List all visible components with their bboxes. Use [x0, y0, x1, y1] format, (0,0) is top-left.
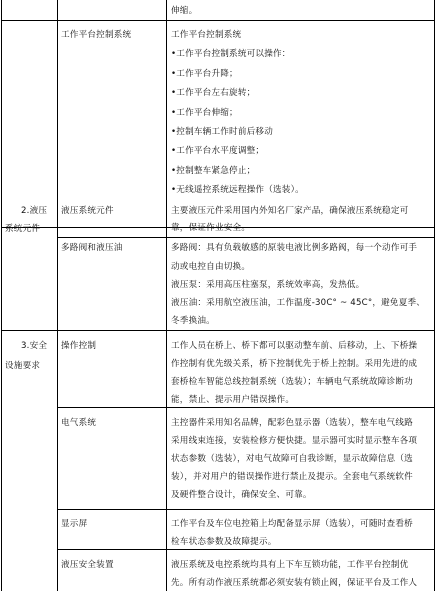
column-rule: [1, 0, 2, 591]
description-line: 装），并对用户的错误操作进行禁止及提示。全套电气系统软件: [171, 472, 413, 482]
category-label: 系统元件: [5, 224, 41, 234]
row-rule: [1, 330, 434, 331]
description-line: 工作人员在桥上、桥下都可以驱动整车前、后移动，上、下桥操: [171, 341, 418, 351]
description-line: •工作平台升降；: [171, 69, 238, 79]
item-label: 显示屏: [61, 519, 88, 529]
category-label: 设施要求: [5, 361, 41, 371]
row-rule: [57, 509, 434, 510]
description-line: •无线遥控系统远程操作（选装）。: [171, 185, 304, 195]
description-line: 主控器件采用知名品牌，配彩色显示器（选装），整车电气线路: [171, 418, 413, 428]
item-label: 电气系统: [61, 418, 97, 428]
description-line: 液压泵：采用高压柱塞泵，系统效率高，发热低。: [171, 280, 365, 290]
description-line: •工作平台伸缩；: [171, 108, 238, 118]
description-line: 主要液压元件采用国内外知名厂家产品，确保液压系统稳定可: [171, 206, 409, 216]
description-line: •工作平台水平度调整；: [171, 146, 265, 156]
description-line: 状态参数（选装），对电气故障可自我诊断，显示故障信息（选: [171, 454, 413, 464]
description-line: 及硬件整合设计，确保安全、可靠。: [171, 490, 312, 500]
description-line: 伸缩。: [171, 6, 198, 16]
description-line: 工作平台及车位电控箱上均配备显示屏（选装），可随时查看桥: [171, 519, 413, 529]
row-rule: [57, 237, 434, 238]
description-line: 工作平台控制系统: [171, 30, 242, 40]
description-line: •控制车辆工作时前后移动: [171, 127, 274, 137]
description-line: 多路阀：具有负载敏感的原装电液比例多路阀，每一个动作可手: [171, 243, 418, 253]
item-label: 液压安全装置: [61, 560, 114, 570]
category-label: 2.液压: [21, 206, 48, 216]
description-line: 动或电控自由切换。: [171, 262, 251, 272]
row-rule: [57, 407, 434, 408]
description-line: 能，禁止、提示用户错误操作。: [171, 395, 295, 405]
item-label: 操作控制: [61, 341, 97, 351]
description-line: •工作平台左右旋转；: [171, 88, 256, 98]
column-rule: [166, 0, 167, 591]
description-line: 采用线束连接，安装检修方便快捷。显示器可实时显示整车各项: [171, 436, 418, 446]
description-line: 液压油：采用航空液压油，工作温度-30C° ~ 45C°，避免夏季、: [171, 298, 426, 308]
item-label: 工作平台控制系统: [61, 30, 132, 40]
column-rule: [57, 0, 58, 591]
description-line: 靠，保证作业安全。: [171, 223, 251, 233]
description-line: 液压系统及电控系统均具有上下车互锁功能，工作平台控制优: [171, 560, 409, 570]
row-rule: [57, 549, 434, 550]
item-label: 液压系统元件: [61, 206, 114, 216]
description-line: 作控制有优先级关系，桥下控制优先于桥上控制。采用先进的成: [171, 359, 418, 369]
row-rule: [1, 20, 434, 21]
category-label: 3.安全: [21, 341, 48, 351]
description-line: 冬季换油。: [171, 316, 215, 326]
description-line: •控制整车紧急停止；: [171, 166, 256, 176]
description-line: 先。所有动作液压系统都必须安装有锁止阀，保证平台及工作人: [171, 578, 418, 588]
item-label: 多路阀和液压油: [61, 243, 123, 253]
description-line: 检车状态参数及故障提示。: [171, 537, 277, 547]
description-line: 套桥检车智能总线控制系统（选装）；车辆电气系统故障诊断功: [171, 377, 413, 387]
description-line: •工作平台控制系统可以操作：: [171, 49, 291, 59]
column-rule: [434, 0, 435, 591]
